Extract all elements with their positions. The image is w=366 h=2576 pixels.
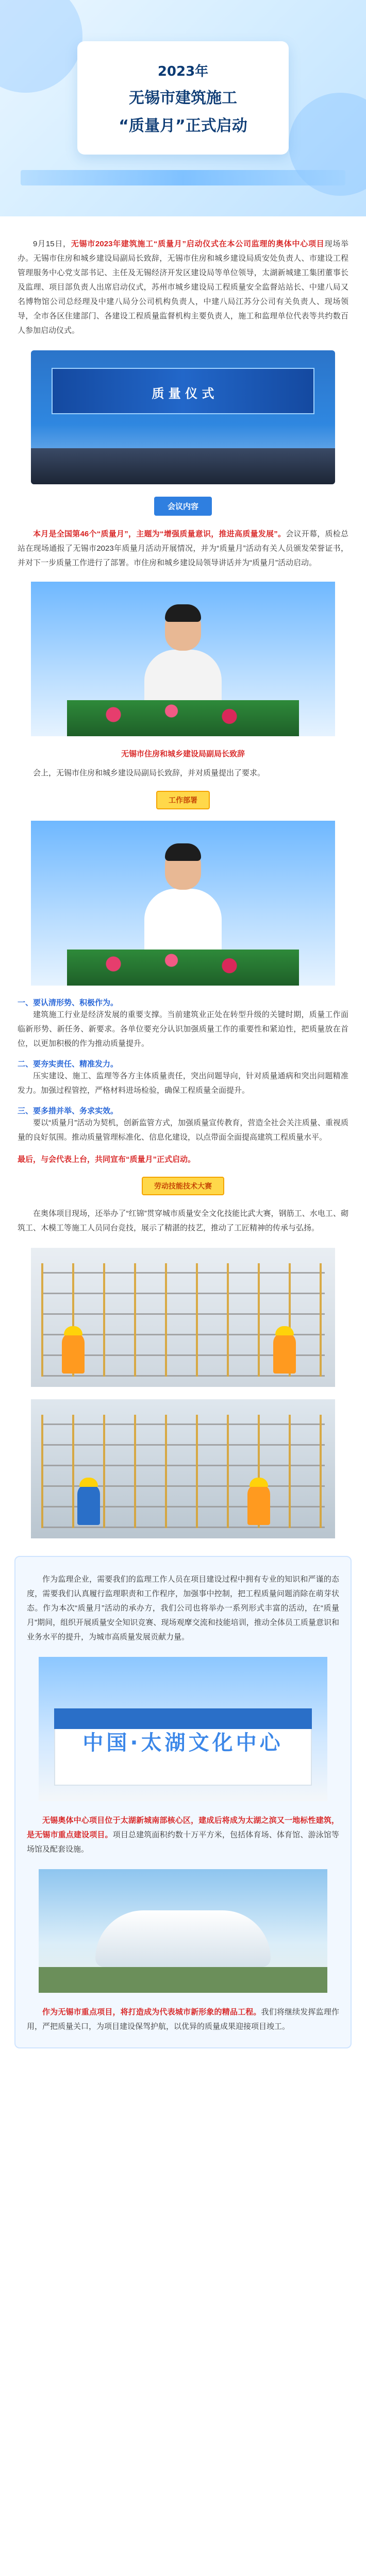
exhibit-section <box>0 1207 366 1235</box>
point-title: 二、要夯实责任、精准发力。 <box>18 1060 119 1069</box>
worksite-photo-1 <box>31 1248 335 1387</box>
venue-stripe <box>54 1708 312 1729</box>
points-section <box>0 997 366 1166</box>
venue-sign: 中国·太湖文化中心 <box>82 1731 284 1755</box>
worksite-photo-2 <box>31 1399 335 1538</box>
footer-space <box>0 2048 366 2069</box>
work-tag-wrap <box>0 791 366 809</box>
title-city: 无锡市建筑施工 <box>129 89 237 107</box>
speaker2-photo <box>31 821 335 986</box>
flowers <box>67 700 299 736</box>
title-main: “质量月”正式启动 <box>119 116 247 135</box>
stadium-text: 我们将继续发挥监理作用，严把质量关口，为项目建设保驾护航，以优异的质量成果迎接项目竣工。 <box>27 2008 339 2031</box>
point-title: 三、要多措并举、务求实效。 <box>18 1107 119 1115</box>
venue-photo <box>39 1657 327 1801</box>
stage-crowd <box>31 448 335 484</box>
worker <box>273 1332 296 1374</box>
flowers <box>67 950 299 986</box>
intro-section <box>0 237 366 338</box>
worker <box>247 1484 270 1525</box>
speaker-photo <box>31 582 335 736</box>
point-title: 一、要认清形势、积极作为。 <box>18 998 119 1007</box>
venue-paragraph <box>27 1814 339 1857</box>
closing-line: 最后，与会代表上台，共同宣布“质量月”正式启动。 <box>18 1155 196 1164</box>
title-year: 2023年 <box>157 63 209 79</box>
stage-screen <box>52 368 314 414</box>
stadium-paragraph <box>27 2005 339 2034</box>
project-frame <box>14 1556 352 2048</box>
title-card <box>77 41 289 155</box>
meeting-section <box>0 527 366 570</box>
meeting-tag-wrap <box>0 497 366 516</box>
header-banner <box>0 0 366 216</box>
decor-bar <box>21 170 345 185</box>
point-2 <box>18 1058 348 1098</box>
worker <box>77 1484 100 1525</box>
point-text: 要以“质量月”活动为契机，创新监管方式，加强质量宣传教育，营造全社会关注质量、重视质量的良好氛围。推动质量管理标准化、信息化建设，以点带面全面提高建筑工程质量水平。 <box>18 1118 348 1142</box>
point-text: 压实建设、施工、监理等各方主体质量责任，突出问题导向，针对质量通病和突出问题精准发力。加强过程管控，严格材料进场检验，确保工程质量全面提升。 <box>18 1072 348 1095</box>
venue-lead: 无锡奥体中心项目位于太湖新城南部核心区，建成后将成为太湖之滨又一地标性建筑，是无锡市重点建设项目。 <box>27 1816 339 1839</box>
intro-highlight: 无锡市2023年建筑施工“质量月”启动仪式在本公司监理的奥体中心项目 <box>71 240 325 248</box>
meeting-lead: 本月是全国第46个“质量月”，主题为“增强质量意识，推进高质量发展”。 <box>33 530 286 538</box>
worker <box>62 1332 85 1374</box>
frame-intro: 作为监理企业，需要我们的监理工作人员在项目建设过程中拥有专业的知识和严谨的态度，需要我们认真履行监理职责和工作程序，加强事中控制，把工程质量问题消除在萌芽状态。作为本次“质量月”活动的承办方，我们公司也将举办一系列形式丰富的活动，在“质量月”期间，组织开展质量安全知识竞赛、现场观摩交流和技能培训，推动全体员工质量意识和业务水平的提升，为城市高质量发展贡献力量。 <box>27 1575 339 1641</box>
speech1-text: 会上，无锡市住房和城乡建设局副局长致辞，并对质量提出了要求。 <box>33 769 265 777</box>
speaker2-hair <box>165 843 201 861</box>
tag-meeting: 会议内容 <box>154 497 212 516</box>
tag-exhibit: 劳动技能技术大赛 <box>142 1177 224 1195</box>
ceremony-stage-photo <box>31 350 335 484</box>
intro-text: 现场举办。无锡市住房和城乡建设局副局长致辞，无锡市住房和城乡建设局质安处负责人、市建设工程管理服务中心党支部书记、主任及无锡经济开发区建设局等单位领导，太湖新城建工集团董事长及监理、项目部负责人出席启动仪式，苏州市城乡建设局工程质量安全监督站站长、中建八局又名博物馆公司总经理及中建八局分公司机构负责人，中建八局江苏分公司有关负责人、现场领导，全市各区住建部门、各建设工程质量监督机构主要负责人，施工和监理单位代表等共约数百人参加启动仪式。 <box>18 240 348 335</box>
meeting-text: 会议开幕，质检总站在现场通报了无锡市2023年质量月活动开展情况，并为“质量月”活动有关人员颁发荣誉证书，并对下一步质量工作进行了部署。市住房和城乡建设局领导讲话并为“质量月”活动启动。 <box>18 530 348 567</box>
venue-text: 项目总建筑面积约数十万平方米，包括体育场、体育馆、游泳馆等场馆及配套设施。 <box>27 1831 339 1854</box>
point-1 <box>18 997 348 1051</box>
stage-screen-text: 质 量 仪 式 <box>152 386 214 401</box>
stadium-lead: 作为无锡市重点项目，将打造成为代表城市新形象的精品工程。 <box>42 2008 261 2016</box>
decor-blob <box>0 0 82 93</box>
speech1-section <box>0 748 366 781</box>
speaker-hair <box>165 604 201 622</box>
stadium-ground <box>39 1967 327 1993</box>
intro-paragraph <box>18 237 348 338</box>
exhibit-tag-wrap <box>0 1177 366 1195</box>
exhibit-text: 在奥体项目现场，还举办了“红锦”贯穿城市质量安全文化技能比武大赛，钢筋工、水电工、砌筑工、木模工等施工人员同台竞技，展示了精湛的技艺，推动了工匠精神的传承与弘扬。 <box>18 1209 348 1232</box>
tag-work: 工作部署 <box>156 791 210 809</box>
intro-date: 9月15日， <box>33 240 71 248</box>
point-3 <box>18 1105 348 1145</box>
point-text: 建筑施工行业是经济发展的重要支撑。当前建筑业正处在转型升级的关键时期，质量工作面临新形势、新任务、新要求。各单位要充分认识加强质量工作的重要性和紧迫性，把质量放在首位，以更加积极的作为推动质量提升。 <box>18 1010 348 1048</box>
meeting-paragraph <box>18 527 348 570</box>
stadium-dome <box>95 1910 271 1967</box>
speech1-caption: 无锡市住房和城乡建设局副局长致辞 <box>121 750 245 758</box>
stadium-photo <box>39 1869 327 1993</box>
